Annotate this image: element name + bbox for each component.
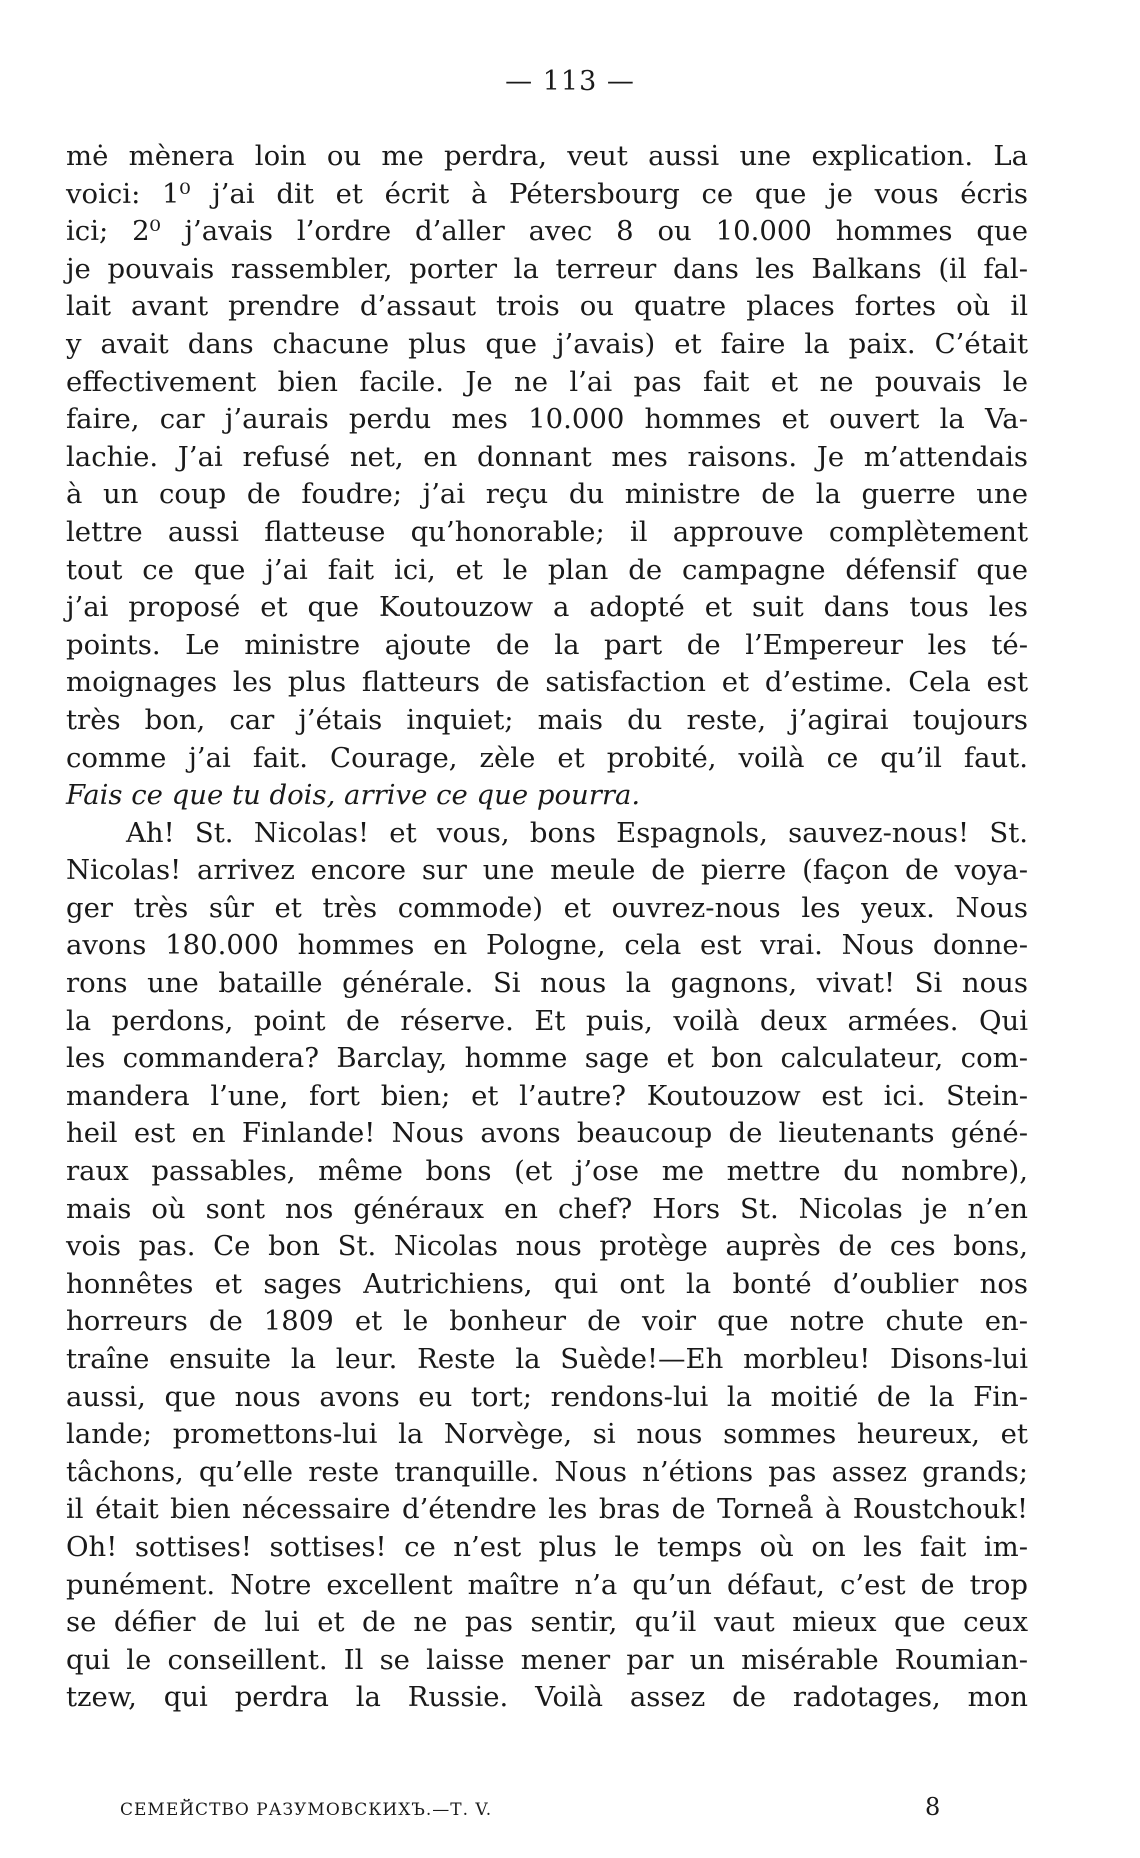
- text-line: tâchons, qu’elle reste tranquille. Nous n’étions pas assez grands;: [66, 1455, 1028, 1488]
- text-line: voici: 1⁰ j’ai dit et écrit à Pétersbourg ce que je vous écris: [66, 177, 1028, 210]
- text-line: traîne ensuite la leur. Reste la Suède!—Eh morbleu! Disons-lui: [66, 1343, 1028, 1375]
- text-line: Oh! sottises! sottises! ce n’est plus le temps où on les fait im-: [66, 1530, 1028, 1563]
- text-line: faire, car j’aurais perdu mes 10.000 hommes et ouvert la Va-: [66, 403, 1028, 436]
- text-line: tzew, qui perdra la Russie. Voilà assez de radotages, mon: [66, 1681, 1028, 1714]
- text-line: horreurs de 1809 et le bonheur de voir que notre chute en-: [66, 1305, 1028, 1338]
- text-line: lettre aussi flatteuse qu’honorable; il approuve complètement: [66, 515, 1028, 548]
- body-text: [66, 138, 1028, 1717]
- text-line: points. Le ministre ajoute de la part de l’Empereur les té-: [66, 628, 1028, 661]
- text-line: avons 180.000 hommes en Pologne, cela est vrai. Nous donne-: [66, 929, 1028, 962]
- text-line: effectivement bien facile. Je ne l’ai pas fait et ne pouvais le: [66, 365, 1028, 398]
- text-line: punément. Notre excellent maître n’a qu’un défaut, c’est de trop: [66, 1568, 1028, 1601]
- text-line: Ah! St. Nicolas! et vous, bons Espagnols, sauvez-nous! St.: [126, 816, 1028, 849]
- italic-motto: Fais ce que tu dois, arrive ce que pourra.: [66, 779, 641, 812]
- paragraph-1: [66, 138, 1028, 815]
- text-line: aussi, que nous avons eu tort; rendons-lui la moitié de la Fin-: [66, 1380, 1028, 1413]
- text-line: heil est en Finlande! Nous avons beaucoup de lieutenants géné-: [66, 1117, 1028, 1150]
- text-line: mė mènera loin ou me perdra, veut aussi une explication. La: [66, 140, 1028, 172]
- text-line: il était bien nécessaire d’étendre les bras de Torneå à Roustchouk!: [66, 1493, 1028, 1526]
- text-line: se défier de lui et de ne pas sentir, qu’il vaut mieux que ceux: [66, 1606, 1028, 1639]
- text-line: très bon, car j’étais inquiet; mais du reste, j’agirai toujours: [66, 703, 1028, 736]
- page-number: — 113 —: [505, 66, 635, 97]
- running-footer: СЕМЕЙСТВО РАЗУМОВСКИХЪ.—Т. V.: [120, 1800, 493, 1820]
- signature-mark: 8: [925, 1793, 941, 1821]
- text-line: vois pas. Ce bon St. Nicolas nous protège auprès de ces bons,: [66, 1230, 1028, 1263]
- text-line: raux passables, même bons (et j’ose me mettre du nombre),: [66, 1155, 1028, 1188]
- text-line: rons une bataille générale. Si nous la gagnons, vivat! Si nous: [66, 967, 1028, 1000]
- text-line: ger très sûr et très commode) et ouvrez-nous les yeux. Nous: [66, 891, 1028, 924]
- text-line: comme j’ai fait. Courage, zèle et probité, voilà ce qu’il faut.: [66, 741, 1028, 774]
- text-line: lachie. J’ai refusé net, en donnant mes raisons. Je m’attendais: [66, 440, 1028, 473]
- text-line: ici; 2⁰ j’avais l’ordre d’aller avec 8 ou 10.000 hommes que: [66, 215, 1028, 248]
- text-line: je pouvais rassembler, porter la terreur dans les Balkans (il fal-: [66, 252, 1028, 285]
- text-line: lait avant prendre d’assaut trois ou quatre places fortes où il: [66, 290, 1028, 323]
- text-line: mais où sont nos généraux en chef? Hors St. Nicolas je n’en: [66, 1192, 1028, 1225]
- text-line: lande; promettons-lui la Norvège, si nous sommes heureux, et: [66, 1418, 1028, 1451]
- text-line: mandera l’une, fort bien; et l’autre? Koutouzow est ici. Stein-: [66, 1079, 1028, 1112]
- text-line: honnêtes et sages Autrichiens, qui ont la bonté d’oublier nos: [66, 1267, 1028, 1300]
- text-line: les commandera? Barclay, homme sage et bon calculateur, com-: [66, 1042, 1028, 1075]
- text-line: moignages les plus flatteurs de satisfaction et d’estime. Cela est: [66, 666, 1028, 699]
- text-line: Nicolas! arrivez encore sur une meule de pierre (façon de voya-: [66, 854, 1028, 887]
- paragraph-2: [66, 815, 1028, 1717]
- text-line: qui le conseillent. Il se laisse mener par un misérable Roumian-: [66, 1643, 1028, 1676]
- text-line: à un coup de foudre; j’ai reçu du ministre de la guerre une: [66, 478, 1028, 511]
- text-line: y avait dans chacune plus que j’avais) et faire la paix. C’était: [66, 327, 1028, 360]
- text-line: tout ce que j’ai fait ici, et le plan de campagne défensif que: [66, 553, 1028, 586]
- text-line: j’ai proposé et que Koutouzow a adopté et suit dans tous les: [66, 591, 1028, 624]
- text-line: la perdons, point de réserve. Et puis, voilà deux armées. Qui: [66, 1004, 1028, 1037]
